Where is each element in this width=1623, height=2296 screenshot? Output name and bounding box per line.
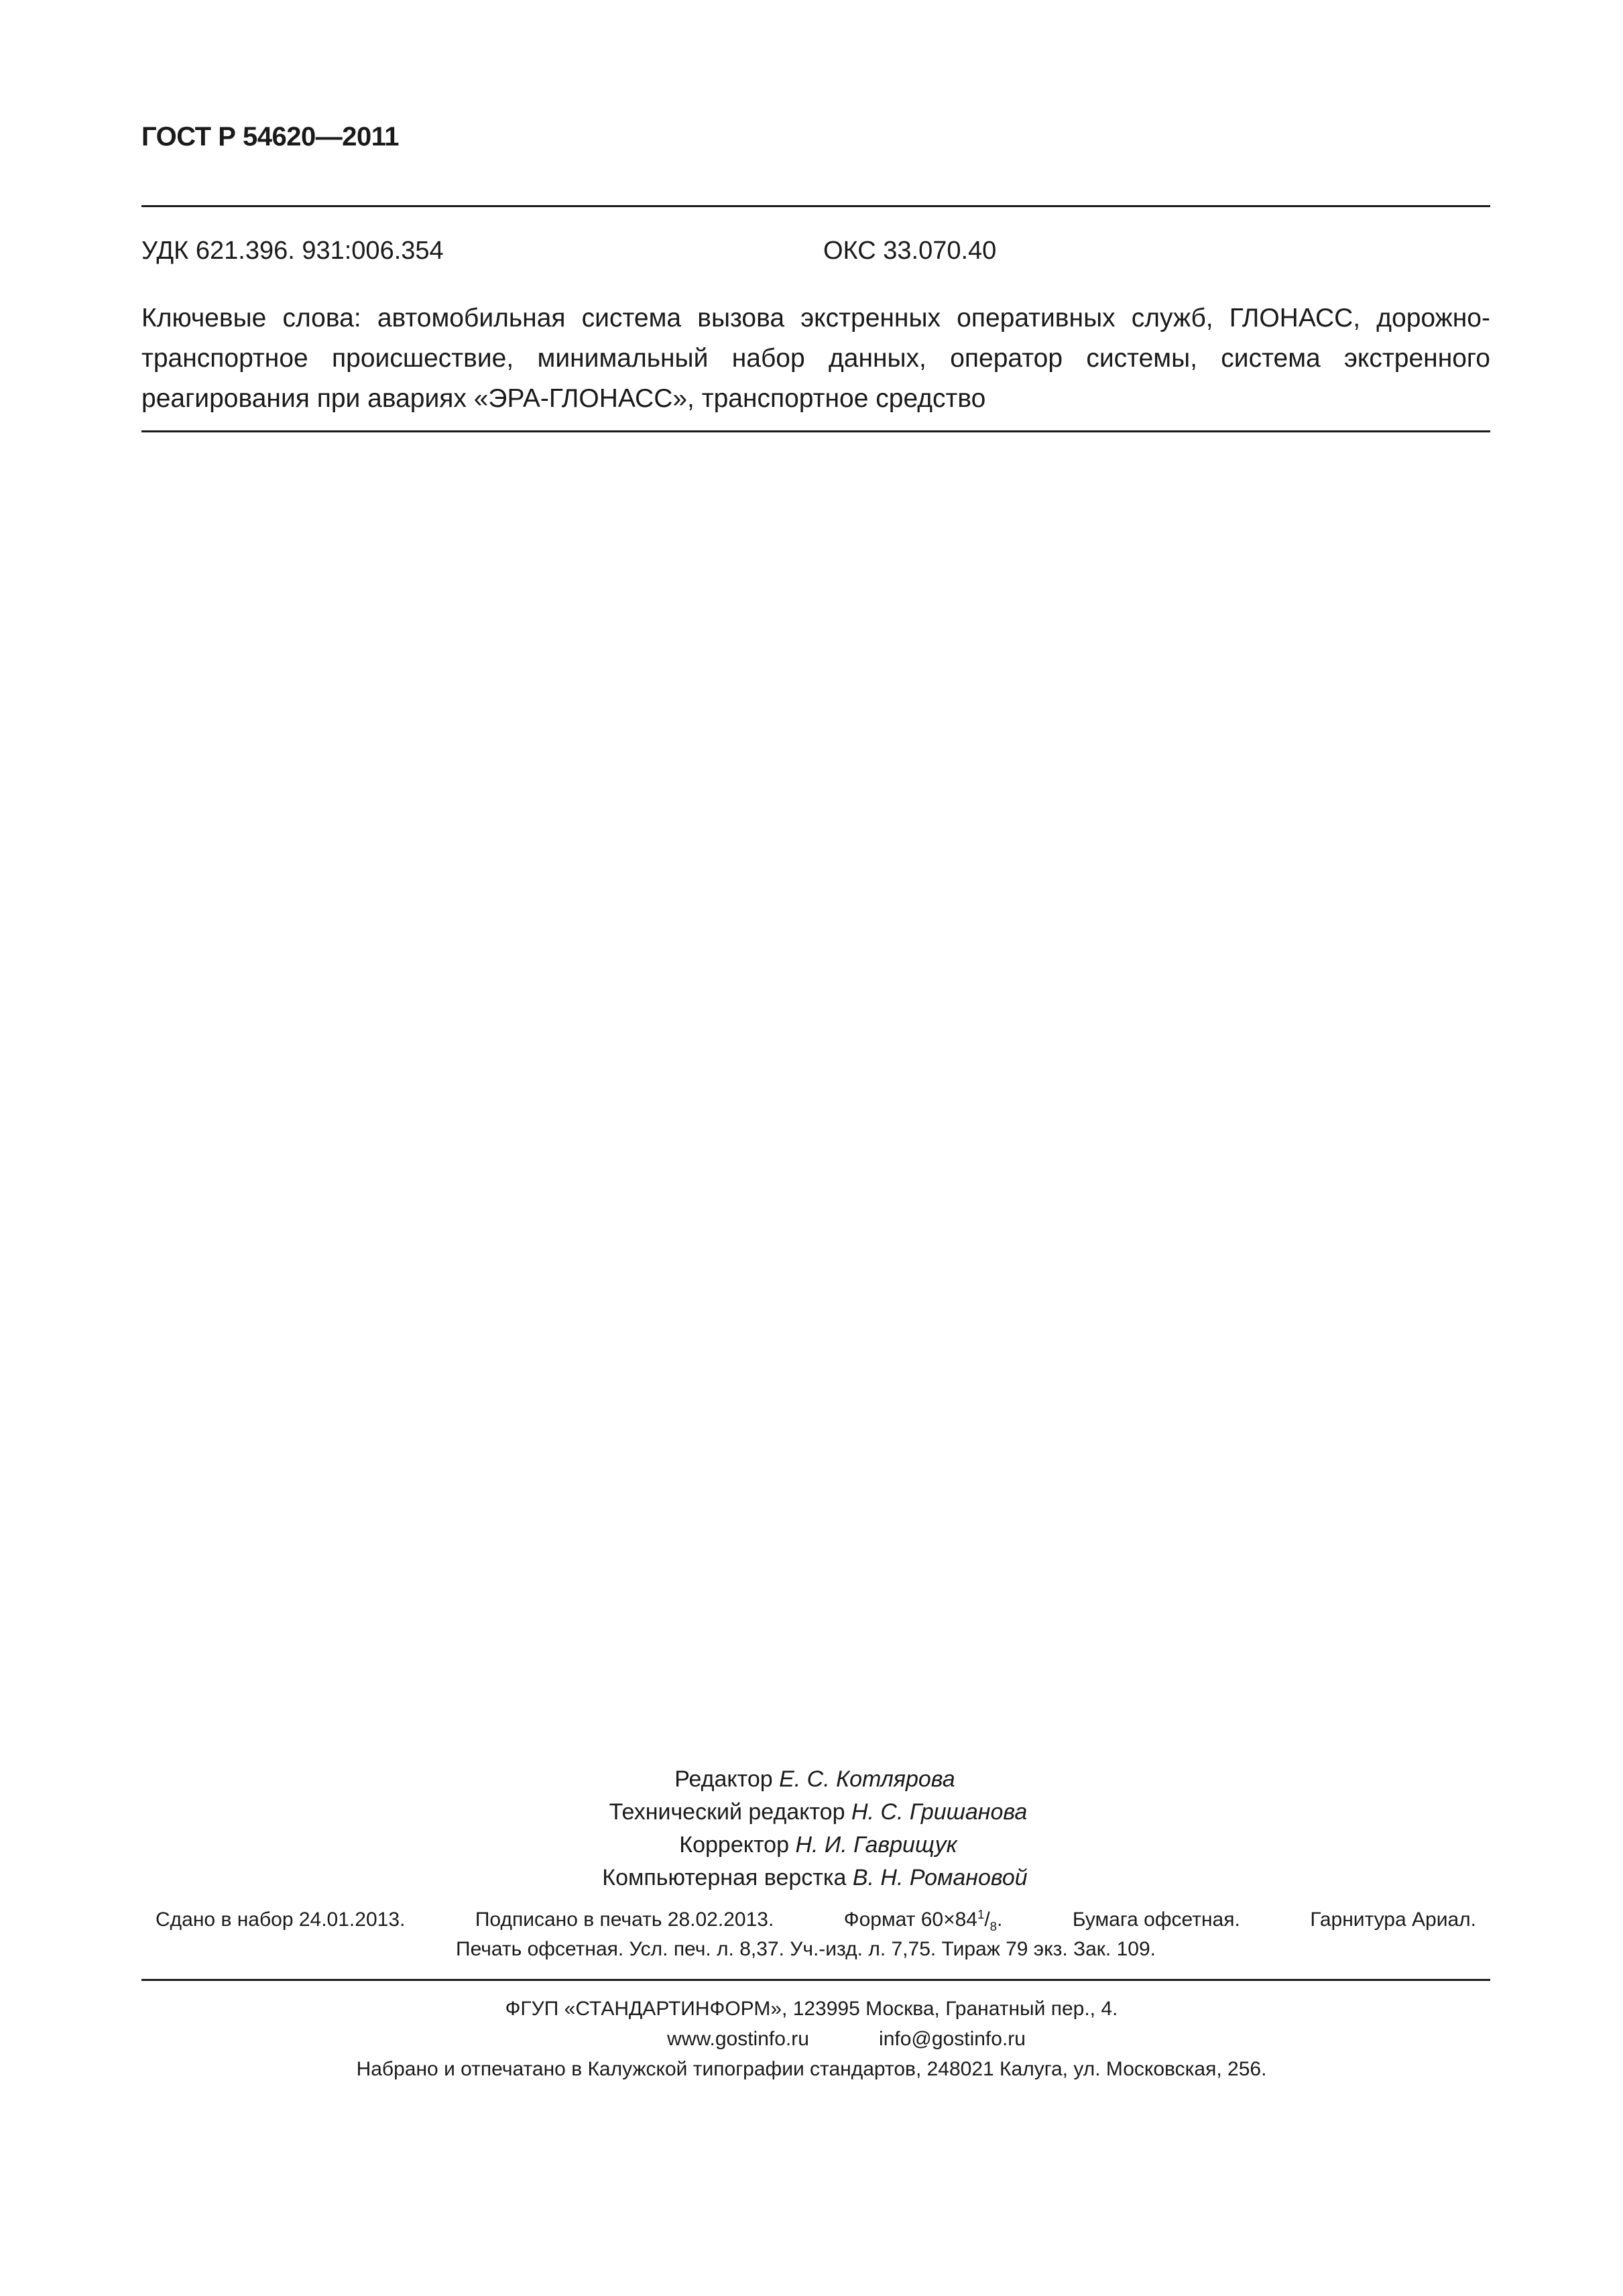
credit-corrector: [0, 1829, 1623, 1862]
printing-house: Набрано и отпечатано в Калужской типографии стандартов, 248021 Калуга, ул. Московская, 256.: [356, 2058, 1267, 2080]
format-value: [844, 1905, 1003, 1935]
format-label: Формат 60×84: [843, 1909, 977, 1931]
credit-tech-editor: [0, 1796, 1623, 1829]
format-numerator: 1: [977, 1907, 985, 1921]
format-slash: /: [984, 1909, 990, 1931]
corrector-name: Н. И. Гаврищук: [795, 1832, 957, 1858]
editor-name: Е. С. Котлярова: [779, 1766, 955, 1792]
corrector-role: Корректор: [679, 1832, 789, 1858]
layout-role: Компьютерная верстка: [602, 1865, 847, 1890]
typeface: Гарнитура Ариал.: [1310, 1909, 1476, 1931]
publisher-block: [0, 1994, 1623, 2084]
tech-editor-name: Н. С. Гришанова: [851, 1799, 1028, 1825]
signed-date: Подписано в печать 28.02.2013.: [475, 1909, 774, 1931]
print-info-line-2: Печать офсетная. Усл. печ. л. 8,37. Уч.-изд. л. 7,75. Тираж 79 экз. Зак. 109.: [456, 1938, 1156, 1960]
top-divider: [141, 205, 1490, 207]
print-info-block: [156, 1905, 1476, 1964]
publisher-divider: [141, 1979, 1490, 1981]
print-info-line-1: [156, 1905, 1476, 1935]
publisher-website[interactable]: www.gostinfo.ru: [667, 2028, 809, 2050]
keywords-divider: [141, 430, 1490, 432]
layout-name: В. Н. Романовой: [852, 1865, 1028, 1890]
credit-editor: [0, 1763, 1623, 1796]
editor-role: Редактор: [674, 1766, 773, 1792]
publisher-contacts: [0, 2024, 1623, 2054]
paper-type: Бумага офсетная.: [1072, 1909, 1240, 1931]
publisher-email[interactable]: info@gostinfo.ru: [879, 2028, 1026, 2050]
tech-editor-role: Технический редактор: [609, 1799, 845, 1825]
format-end: .: [997, 1909, 1003, 1931]
oks-code: ОКС 33.070.40: [823, 237, 997, 265]
document-code: ГОСТ Р 54620—2011: [141, 122, 399, 152]
udk-code: УДК 621.396. 931:006.354: [141, 237, 444, 265]
submitted-date: Сдано в набор 24.01.2013.: [156, 1909, 406, 1931]
credit-layout: [0, 1862, 1623, 1894]
keywords-paragraph: Ключевые слова: автомобильная система вызова экстренных оперативных служб, ГЛОНАСС, дорожно-транспортное происшествие, минимальный набор данных, оператор системы, система экстренного реагирования при авариях «ЭРА-ГЛОНАСС», транспортное средство: [141, 304, 1490, 413]
format-denominator: 8: [989, 1919, 997, 1933]
publisher-address: ФГУП «СТАНДАРТИНФОРМ», 123995 Москва, Гранатный пер., 4.: [505, 1998, 1118, 2020]
credits-block: [0, 1763, 1623, 1894]
